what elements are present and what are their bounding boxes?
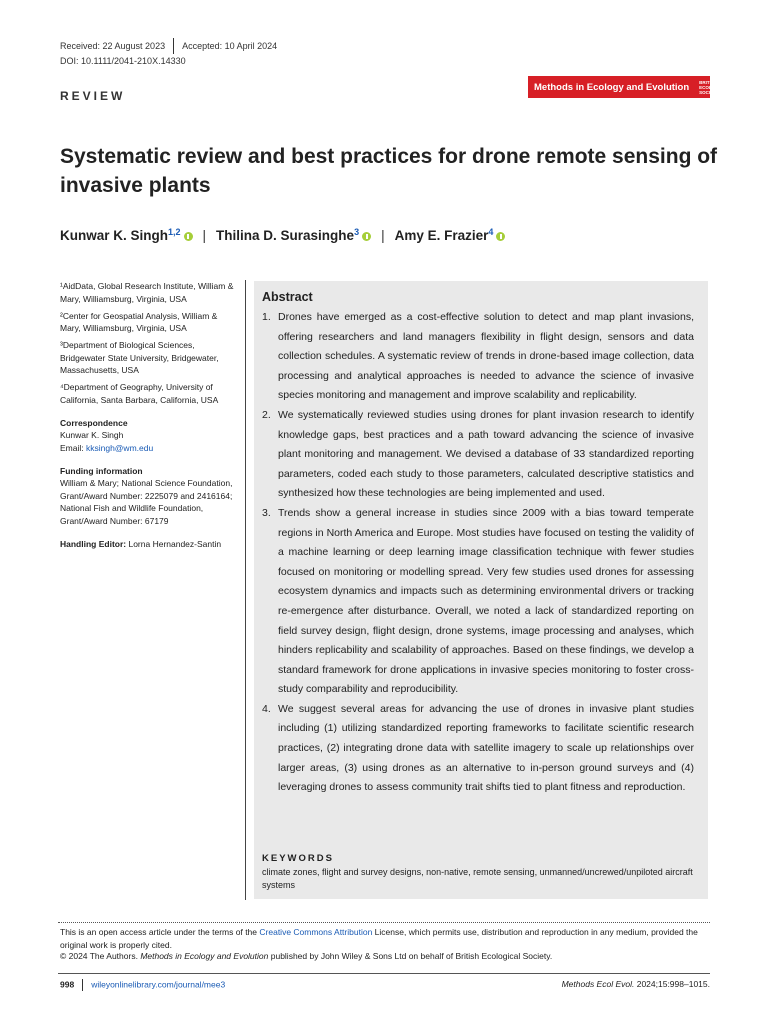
author-name[interactable]: Thilina D. Surasinghe xyxy=(216,228,355,243)
abstract-item-text: We suggest several areas for advancing the use of drones in invasive plant studies including (1) utilizing standardized reporting frameworks to facilitate scientific research practices, (2) integrating drone data with satellite imagery to scale up relationships over larger areas, (3) using drones as an alternative to in-person ground surveys and (4) leveraging drones to assess community trait shifts tied to plant fitness and reproduction. xyxy=(278,702,694,794)
journal-logo-text: Methods in Ecology and Evolution xyxy=(534,81,690,93)
author-name[interactable]: Amy E. Frazier xyxy=(394,228,489,243)
received-date: Received: 22 August 2023 xyxy=(60,41,166,51)
copyright-journal: Methods in Ecology and Evolution xyxy=(140,951,269,961)
author-separator: | xyxy=(202,228,207,243)
correspondence-heading: Correspondence xyxy=(60,417,128,428)
abstract-item-number: 3. xyxy=(262,506,271,519)
handling-editor xyxy=(60,538,238,551)
doi[interactable]: DOI: 10.1111/2041-210X.14330 xyxy=(60,56,186,66)
page-number: 998 xyxy=(60,979,75,990)
abstract-item xyxy=(262,504,694,700)
article-title: Systematic review and best practices for drone remote sensing of invasive plants xyxy=(60,145,718,197)
correspondence-email xyxy=(60,442,238,455)
license-text-before: This is an open access article under the terms of the xyxy=(60,927,260,937)
handling-editor-name: Lorna Hernandez-Santin xyxy=(126,538,222,549)
author-name[interactable]: Kunwar K. Singh xyxy=(60,228,168,243)
orcid-icon[interactable] xyxy=(184,232,193,241)
funding-heading: Funding information xyxy=(60,465,143,476)
funding-text: William & Mary; National Science Foundation, Grant/Award Number: 2225079 and 2416164; National Fish and Wildlife Foundation, Grant/Award Number: 67179 xyxy=(60,478,233,526)
author-list xyxy=(60,228,505,243)
abstract-heading: Abstract xyxy=(262,290,313,304)
abstract-item xyxy=(262,406,694,504)
abstract-list xyxy=(262,308,694,798)
accepted-date: Accepted: 10 April 2024 xyxy=(182,41,278,51)
citation-details: 2024;15:998–1015. xyxy=(634,979,710,989)
abstract-item-text: Drones have emerged as a cost-effective solution to detect and map plant invasions, offering researchers and land managers flexibility in flight design, sensors and data collection schedules. A systematic review of trends in drone-based image collection, data processing and analytical approaches is needed to advance the science of invasive species monitoring and management and improve scalability and replicability. xyxy=(278,311,694,402)
license-link[interactable]: Creative Commons Attribution xyxy=(259,927,373,937)
copyright-before: © 2024 The Authors. xyxy=(60,951,141,961)
keywords-heading: KEYWORDS xyxy=(262,853,334,864)
abstract-item-number: 2. xyxy=(262,408,271,421)
abstract-item-number: 1. xyxy=(262,311,271,323)
author-affiliation-sup[interactable]: 1,2 xyxy=(168,226,181,237)
copyright-after: published by John Wiley & Sons Ltd on behalf of British Ecological Society. xyxy=(268,951,553,961)
footnote-divider xyxy=(58,922,710,923)
journal-logo[interactable] xyxy=(528,76,730,98)
section-label: REVIEW xyxy=(60,89,126,103)
citation xyxy=(562,979,710,989)
affiliation: ⁴Department of Geography, University of California, Santa Barbara, California, USA xyxy=(60,382,219,405)
citation-journal: Methods Ecol Evol. xyxy=(561,979,635,989)
footer-separator xyxy=(82,979,83,991)
copyright-notice xyxy=(60,951,710,961)
affiliation: ²Center for Geospatial Analysis, William & Mary, Williamsburg, Virginia, USA xyxy=(60,310,218,333)
abstract-box xyxy=(254,281,708,899)
license-notice xyxy=(60,926,710,951)
handling-editor-label: Handling Editor: xyxy=(60,538,127,549)
date-divider xyxy=(173,38,174,54)
journal-url-link[interactable]: wileyonlinelibrary.com/journal/mee3 xyxy=(91,979,226,990)
email-label: Email: xyxy=(60,442,86,453)
page-footer xyxy=(60,979,710,991)
affiliation: ¹AidData, Global Research Institute, William & Mary, Williamsburg, Virginia, USA xyxy=(60,281,234,304)
society-logo-text: BRITISH ECOLOGICAL SOCIETY xyxy=(699,79,730,95)
affiliations-sidebar xyxy=(60,280,238,555)
publication-dates xyxy=(60,38,277,54)
author-affiliation-sup[interactable]: 4 xyxy=(488,226,494,237)
abstract-item-number: 4. xyxy=(262,702,271,715)
abstract-item xyxy=(262,700,694,798)
affiliation: ³Department of Biological Sciences, Bridgewater State University, Bridgewater, Massachusetts, USA xyxy=(60,340,219,375)
orcid-icon[interactable] xyxy=(362,232,371,241)
abstract-item-text: Trends show a general increase in studies since 2009 with a bias toward temperate regions in North America and Europe. Most studies have focused on testing the validity of a machine learning or deep learning image classification technique with fewer studies focused on monitoring or modelling spread. Very few studies used drones for assessing ecosystem dynamics and impacts such as determining environmental drivers or tracking re-emergence after disturbance. Overall, we noted a lack of standardized reporting on field survey design, flight design, drone systems, image processing and analyses, which hinders replicability and scalability of approaches. Based on these findings, we develop a standard framework for drone applications in invasive species monitoring to foster cross-study comparability and reproducibility. xyxy=(278,506,694,696)
column-divider xyxy=(245,280,246,900)
email-link[interactable]: kksingh@wm.edu xyxy=(85,442,154,453)
keywords-text: climate zones, flight and survey designs, non-native, remote sensing, unmanned/uncrewed/unpiloted aircraft systems xyxy=(262,867,693,890)
footer-divider xyxy=(58,973,710,974)
orcid-icon[interactable] xyxy=(496,232,505,241)
license-text-after: License, which permits use, distribution and reproduction in any medium, provided the original work is properly cited. xyxy=(60,927,698,950)
abstract-item-text: We systematically reviewed studies using drones for plant invasion research to identify knowledge gaps, best practices and a path toward advancing the science of invasive plant monitoring and management. We devised a database of 33 standardized reporting parameters, coded each study to those parameters, calculated descriptive statistics and synthesized how these technologies are being implemented and used. xyxy=(278,408,694,500)
abstract-item xyxy=(262,308,694,406)
author-affiliation-sup[interactable]: 3 xyxy=(354,226,360,237)
author-separator: | xyxy=(381,228,385,243)
correspondence-name: Kunwar K. Singh xyxy=(60,430,124,440)
